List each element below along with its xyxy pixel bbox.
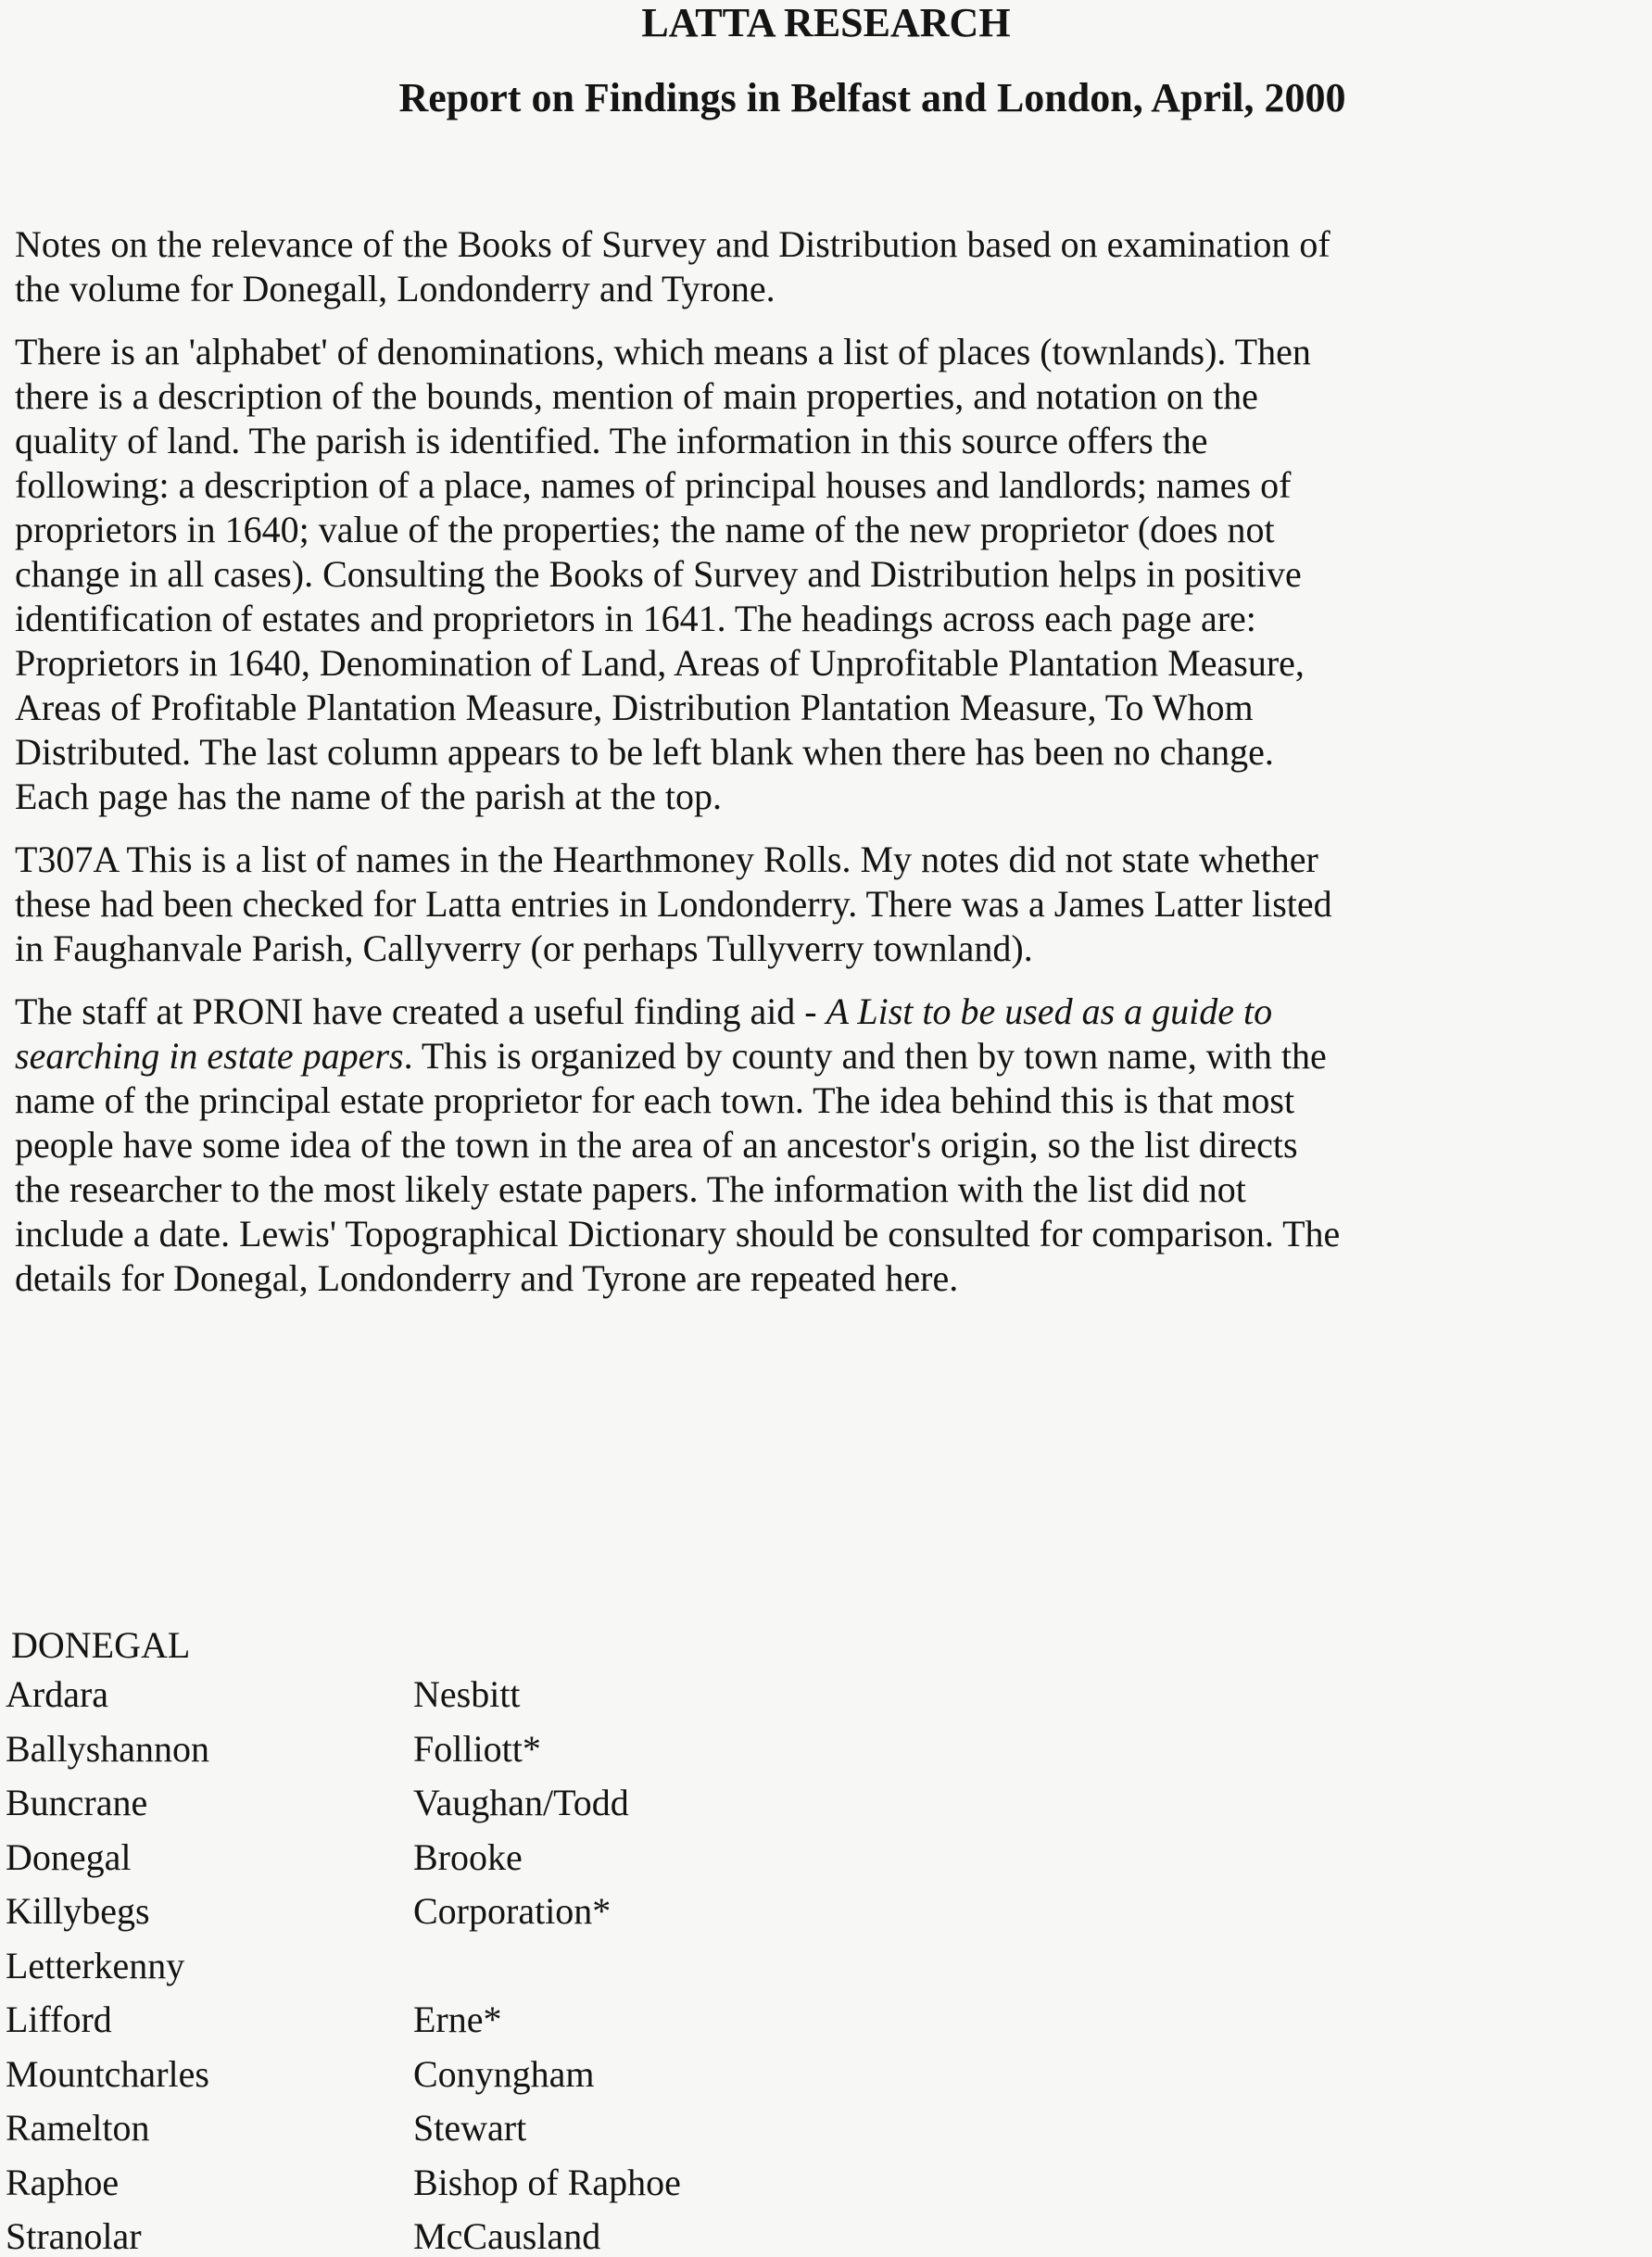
text-line: the volume for Donegall, Londonderry and Tyrone. bbox=[15, 268, 776, 309]
list-item bbox=[6, 2210, 932, 2257]
text-line bbox=[15, 1034, 1652, 1078]
paragraph-books-of-survey bbox=[15, 222, 1652, 311]
county-heading-donegal: DONEGAL bbox=[11, 1624, 191, 1666]
town-proprietor-list bbox=[6, 1668, 932, 2257]
town-name: Raphoe bbox=[6, 2161, 120, 2203]
text-line: identification of estates and proprietors in 1641. The headings across each page are: bbox=[15, 598, 1256, 639]
proprietor-name: Corporation* bbox=[413, 1890, 612, 1932]
town-name: Donegal bbox=[6, 1835, 132, 1878]
proprietor-name: Stewart bbox=[413, 2107, 527, 2149]
text-run: . This is organized by county and then by town name, with the bbox=[403, 1035, 1327, 1077]
proprietor-name: McCausland bbox=[413, 2215, 601, 2257]
text-line: following: a description of a place, names of principal houses and landlords; names of bbox=[15, 464, 1292, 506]
list-item bbox=[6, 1831, 932, 1885]
text-line: proprietors in 1640; value of the properties; the name of the new proprietor (does not bbox=[15, 509, 1275, 550]
text-line: change in all cases). Consulting the Books of Survey and Distribution helps in positive bbox=[15, 553, 1302, 595]
document-subtitle: Report on Findings in Belfast and London, April, 2000 bbox=[398, 75, 1346, 120]
proprietor-name: Vaughan/Todd bbox=[413, 1782, 629, 1823]
document-header bbox=[0, 0, 1652, 122]
list-item bbox=[6, 2156, 932, 2211]
proprietor-name: Bishop of Raphoe bbox=[413, 2161, 681, 2203]
text-line: in Faughanvale Parish, Callyverry (or perhaps Tullyverry townland). bbox=[15, 927, 1033, 969]
proprietor-name: Folliott* bbox=[413, 1727, 541, 1770]
proprietor-name: Erne* bbox=[413, 1999, 502, 2040]
text-line: the researcher to the most likely estate papers. The information with the list did not bbox=[15, 1168, 1246, 1210]
town-name: Buncrane bbox=[6, 1782, 148, 1823]
town-name: Ramelton bbox=[6, 2107, 150, 2149]
paragraph-hearthmoney-rolls bbox=[15, 838, 1652, 971]
finding-aid-title: searching in estate papers bbox=[15, 1035, 404, 1077]
town-name: Ardara bbox=[6, 1673, 109, 1715]
text-line: people have some idea of the town in the area of an ancestor's origin, so the list directs bbox=[15, 1124, 1298, 1166]
text-line: Each page has the name of the parish at the top. bbox=[15, 775, 723, 817]
town-name: Killybegs bbox=[6, 1890, 150, 1932]
list-item bbox=[6, 1776, 932, 1831]
text-line: these had been checked for Latta entries in Londonderry. There was a James Latter listed bbox=[15, 883, 1332, 925]
town-name: Letterkenny bbox=[6, 1944, 185, 1986]
town-name: Lifford bbox=[6, 1999, 112, 2040]
text-line: T307A This is a list of names in the Hearthmoney Rolls. My notes did not state whether bbox=[15, 838, 1318, 880]
proprietor-name: Conyngham bbox=[413, 2052, 595, 2095]
text-line bbox=[15, 990, 1652, 1034]
document-title: LATTA RESEARCH bbox=[641, 0, 1011, 45]
text-line: Proprietors in 1640, Denomination of Land, Areas of Unprofitable Plantation Measure, bbox=[15, 642, 1305, 684]
list-item bbox=[6, 1668, 932, 1722]
town-name: Stranolar bbox=[6, 2215, 142, 2257]
text-line: Notes on the relevance of the Books of Survey and Distribution based on examination of bbox=[15, 223, 1330, 265]
list-item bbox=[6, 1993, 932, 2048]
text-line: There is an 'alphabet' of denominations, which means a list of places (townlands). Then bbox=[15, 331, 1311, 372]
text-line: Distributed. The last column appears to be left blank when there has been no change. bbox=[15, 731, 1274, 773]
list-item bbox=[6, 1722, 932, 1777]
list-item bbox=[6, 1939, 932, 1994]
list-item bbox=[6, 1885, 932, 1939]
text-run: The staff at PRONI have created a useful finding aid - bbox=[15, 990, 826, 1032]
proprietor-name: Brooke bbox=[413, 1835, 523, 1878]
paragraph-proni-finding-aid bbox=[15, 990, 1652, 1301]
finding-aid-title: A List to be used as a guide to bbox=[826, 990, 1273, 1032]
body-text bbox=[15, 222, 1652, 1319]
list-item bbox=[6, 2101, 932, 2156]
text-line: quality of land. The parish is identified. The information in this source offers the bbox=[15, 420, 1208, 461]
text-line: include a date. Lewis' Topographical Dictionary should be consulted for comparison. The bbox=[15, 1213, 1341, 1255]
proprietor-name: Nesbitt bbox=[413, 1673, 521, 1715]
town-name: Ballyshannon bbox=[6, 1727, 209, 1770]
town-name: Mountcharles bbox=[6, 2052, 209, 2095]
text-line: there is a description of the bounds, mention of main properties, and notation on the bbox=[15, 375, 1258, 417]
text-line: name of the principal estate proprietor for each town. The idea behind this is that most bbox=[15, 1079, 1295, 1121]
text-line: Areas of Profitable Plantation Measure, Distribution Plantation Measure, To Whom bbox=[15, 687, 1254, 728]
paragraph-alphabet-of-denominations bbox=[15, 330, 1652, 819]
list-item bbox=[6, 2048, 932, 2102]
text-line: details for Donegal, Londonderry and Tyrone are repeated here. bbox=[15, 1257, 959, 1299]
